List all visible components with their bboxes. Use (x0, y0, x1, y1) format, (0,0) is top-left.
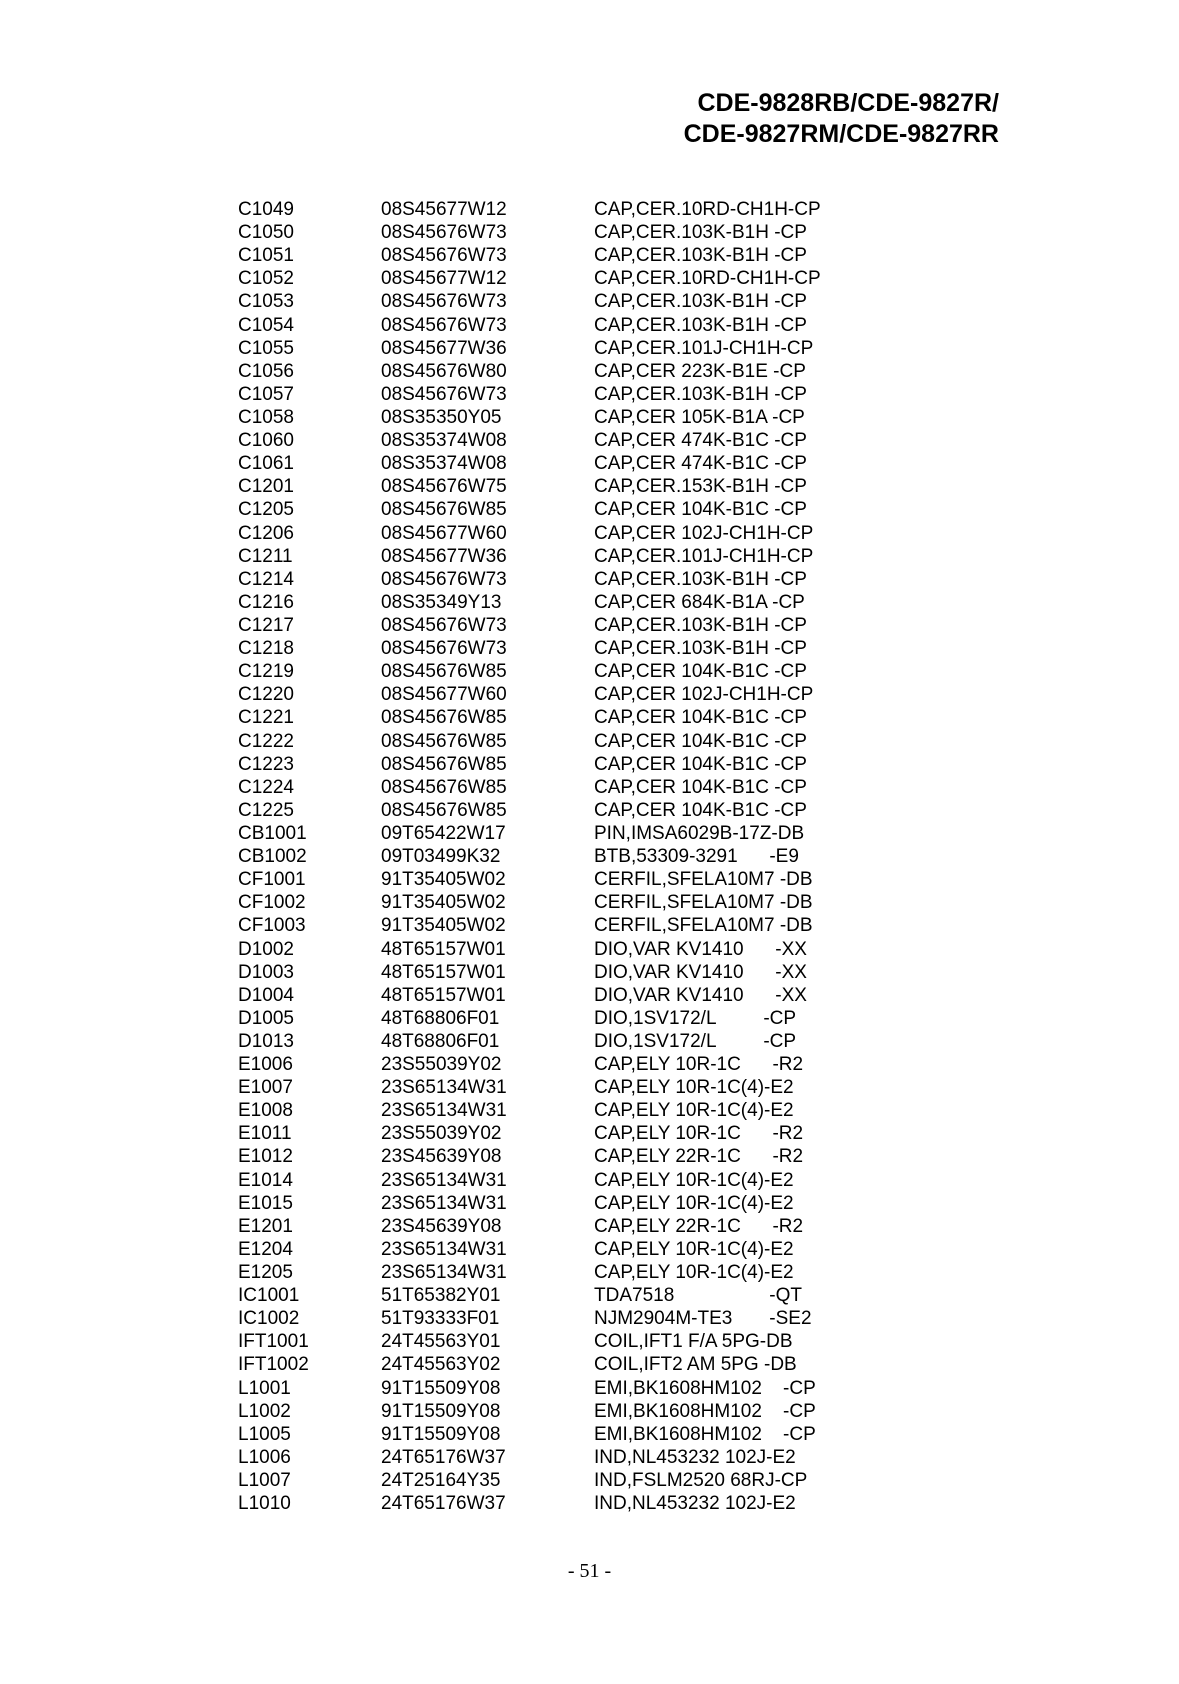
table-row (238, 1238, 858, 1261)
description-cell: CAP,CER.103K-B1H -CP (594, 222, 807, 244)
description-cell: CAP,ELY 10R-1C(4)-E2 (594, 1238, 794, 1260)
description-cell: CAP,ELY 10R-1C(4)-E2 (594, 1100, 794, 1122)
ref-cell: C1054 (238, 314, 294, 336)
ref-cell: C1219 (238, 661, 294, 683)
table-row (238, 822, 858, 845)
ref-cell: C1061 (238, 453, 294, 475)
ref-cell: C1225 (238, 799, 294, 821)
part-number-cell: 91T35405W02 (381, 869, 506, 891)
ref-cell: C1206 (238, 522, 294, 544)
ref-cell: L1001 (238, 1377, 291, 1399)
description-cell: CAP,ELY 10R-1C(4)-E2 (594, 1169, 794, 1191)
ref-cell: C1052 (238, 268, 294, 290)
description-cell: BTB,53309-3291 -E9 (594, 846, 799, 868)
document-header (684, 88, 999, 150)
table-row (238, 360, 858, 383)
part-number-cell: 24T25164Y35 (381, 1470, 501, 1492)
part-number-cell: 08S45677W60 (381, 522, 507, 544)
table-row (238, 637, 858, 660)
description-cell: CAP,ELY 10R-1C -R2 (594, 1054, 804, 1076)
table-row (238, 1007, 858, 1030)
description-cell: COIL,IFT2 AM 5PG -DB (594, 1354, 797, 1376)
ref-cell: E1015 (238, 1192, 293, 1214)
ref-cell: CB1002 (238, 846, 307, 868)
table-row (238, 383, 858, 406)
table-row (238, 1215, 858, 1238)
table-row (238, 1400, 858, 1423)
ref-cell: C1217 (238, 614, 294, 636)
ref-cell: D1002 (238, 938, 294, 960)
part-number-cell: 23S65134W31 (381, 1238, 507, 1260)
part-number-cell: 91T15509Y08 (381, 1377, 501, 1399)
part-number-cell: 08S45676W73 (381, 314, 507, 336)
table-row (238, 244, 858, 267)
part-number-cell: 08S45676W73 (381, 291, 507, 313)
table-row (238, 799, 858, 822)
table-row (238, 1099, 858, 1122)
ref-cell: E1011 (238, 1123, 292, 1145)
ref-cell: D1003 (238, 961, 294, 983)
part-number-cell: 08S45676W73 (381, 614, 507, 636)
part-number-cell: 23S45639Y08 (381, 1215, 502, 1237)
part-number-cell: 23S65134W31 (381, 1100, 507, 1122)
table-row (238, 452, 858, 475)
ref-cell: CF1002 (238, 892, 306, 914)
ref-cell: D1005 (238, 1007, 294, 1029)
description-cell: CAP,CER.103K-B1H -CP (594, 291, 807, 313)
table-row (238, 660, 858, 683)
table-row (238, 683, 858, 706)
part-number-cell: 08S45677W36 (381, 545, 507, 567)
part-number-cell: 91T35405W02 (381, 915, 506, 937)
ref-cell: E1014 (238, 1169, 293, 1191)
ref-cell: E1008 (238, 1100, 293, 1122)
part-number-cell: 51T65382Y01 (381, 1285, 501, 1307)
description-cell: CAP,ELY 10R-1C(4)-E2 (594, 1262, 794, 1284)
ref-cell: C1060 (238, 430, 294, 452)
table-row (238, 1122, 858, 1145)
part-number-cell: 08S45676W85 (381, 799, 507, 821)
description-cell: DIO,1SV172/L -CP (594, 1007, 797, 1029)
ref-cell: CF1001 (238, 869, 306, 891)
part-number-cell: 08S35374W08 (381, 453, 507, 475)
table-row (238, 1423, 858, 1446)
part-number-cell: 91T15509Y08 (381, 1400, 501, 1422)
part-number-cell: 08S45676W73 (381, 383, 507, 405)
parts-list-table (238, 198, 858, 1515)
ref-cell: C1224 (238, 776, 294, 798)
ref-cell: E1006 (238, 1054, 293, 1076)
model-title-line-1: CDE-9828RB/CDE-9827R/ (697, 89, 999, 117)
ref-cell: L1002 (238, 1400, 291, 1422)
ref-cell: C1223 (238, 753, 294, 775)
part-number-cell: 23S65134W31 (381, 1262, 507, 1284)
part-number-cell: 09T03499K32 (381, 846, 501, 868)
ref-cell: C1216 (238, 591, 294, 613)
ref-cell: C1053 (238, 291, 294, 313)
part-number-cell: 23S65134W31 (381, 1169, 507, 1191)
description-cell: CAP,CER 104K-B1C -CP (594, 799, 807, 821)
part-number-cell: 08S35350Y05 (381, 406, 502, 428)
ref-cell: C1221 (238, 707, 294, 729)
ref-cell: C1201 (238, 476, 294, 498)
part-number-cell: 08S45676W73 (381, 222, 507, 244)
part-number-cell: 09T65422W17 (381, 822, 506, 844)
description-cell: DIO,VAR KV1410 -XX (594, 961, 807, 983)
ref-cell: D1013 (238, 1030, 294, 1052)
description-cell: CAP,CER 104K-B1C -CP (594, 753, 807, 775)
description-cell: CAP,CER.103K-B1H -CP (594, 614, 807, 636)
description-cell: CAP,CER 104K-B1C -CP (594, 707, 807, 729)
description-cell: CAP,CER.103K-B1H -CP (594, 314, 807, 336)
description-cell: CAP,CER.153K-B1H -CP (594, 476, 807, 498)
description-cell: CAP,CER 105K-B1A -CP (594, 406, 805, 428)
part-number-cell: 23S55039Y02 (381, 1054, 502, 1076)
part-number-cell: 08S35349Y13 (381, 591, 502, 613)
description-cell: DIO,1SV172/L -CP (594, 1030, 797, 1052)
ref-cell: IC1002 (238, 1308, 300, 1330)
description-cell: IND,NL453232 102J-E2 (594, 1493, 796, 1515)
description-cell: CAP,CER 104K-B1C -CP (594, 661, 807, 683)
table-row (238, 568, 858, 591)
description-cell: CAP,CER.103K-B1H -CP (594, 568, 807, 590)
part-number-cell: 51T93333F01 (381, 1308, 500, 1330)
part-number-cell: 48T65157W01 (381, 961, 506, 983)
description-cell: IND,FSLM2520 68RJ-CP (594, 1470, 808, 1492)
part-number-cell: 23S65134W31 (381, 1192, 507, 1214)
description-cell: COIL,IFT1 F/A 5PG-DB (594, 1331, 793, 1353)
ref-cell: L1010 (238, 1493, 291, 1515)
description-cell: CAP,CER.103K-B1H -CP (594, 383, 807, 405)
description-cell: CAP,ELY 10R-1C -R2 (594, 1123, 804, 1145)
table-row (238, 406, 858, 429)
table-row (238, 753, 858, 776)
table-row (238, 891, 858, 914)
description-cell: CAP,ELY 22R-1C -R2 (594, 1146, 804, 1168)
table-row (238, 1145, 858, 1168)
part-number-cell: 08S45677W12 (381, 199, 507, 220)
part-number-cell: 23S65134W31 (381, 1077, 507, 1099)
description-cell: CAP,CER.101J-CH1H-CP (594, 337, 814, 359)
table-row (238, 1446, 858, 1469)
description-cell: CAP,CER.103K-B1H -CP (594, 245, 807, 267)
part-number-cell: 23S45639Y08 (381, 1146, 502, 1168)
table-row (238, 337, 858, 360)
description-cell: IND,NL453232 102J-E2 (594, 1446, 796, 1468)
table-row (238, 1307, 858, 1330)
table-row (238, 475, 858, 498)
description-cell: CAP,CER 223K-B1E -CP (594, 360, 806, 382)
part-number-cell: 24T65176W37 (381, 1446, 506, 1468)
table-row (238, 545, 858, 568)
part-number-cell: 48T68806F01 (381, 1007, 500, 1029)
table-row (238, 1330, 858, 1353)
part-number-cell: 91T15509Y08 (381, 1423, 501, 1445)
ref-cell: C1050 (238, 222, 294, 244)
part-number-cell: 08S45676W85 (381, 753, 507, 775)
ref-cell: C1205 (238, 499, 294, 521)
table-row (238, 1053, 858, 1076)
table-row (238, 1469, 858, 1492)
table-row (238, 984, 858, 1007)
description-cell: TDA7518 -QT (594, 1285, 802, 1307)
table-row (238, 1284, 858, 1307)
table-row (238, 938, 858, 961)
table-row (238, 1030, 858, 1053)
description-cell: CAP,CER.10RD-CH1H-CP (594, 268, 821, 290)
description-cell: PIN,IMSA6029B-17Z-DB (594, 822, 805, 844)
table-row (238, 845, 858, 868)
part-number-cell: 08S45676W85 (381, 707, 507, 729)
part-number-cell: 48T65157W01 (381, 938, 506, 960)
description-cell: EMI,BK1608HM102 -CP (594, 1400, 816, 1422)
ref-cell: C1220 (238, 684, 294, 706)
table-row (238, 429, 858, 452)
ref-cell: C1055 (238, 337, 294, 359)
page-number: - 51 - (567, 1560, 612, 1582)
table-row (238, 868, 858, 891)
part-number-cell: 08S45676W73 (381, 568, 507, 590)
ref-cell: E1007 (238, 1077, 293, 1099)
table-row (238, 267, 858, 290)
table-row (238, 522, 858, 545)
ref-cell: E1205 (238, 1262, 293, 1284)
table-row (238, 914, 858, 937)
ref-cell: C1057 (238, 383, 294, 405)
part-number-cell: 48T68806F01 (381, 1030, 500, 1052)
description-cell: EMI,BK1608HM102 -CP (594, 1423, 816, 1445)
description-cell: CAP,CER.10RD-CH1H-CP (594, 199, 821, 220)
table-row (238, 198, 858, 221)
part-number-cell: 24T45563Y01 (381, 1331, 501, 1353)
ref-cell: C1049 (238, 199, 294, 220)
part-number-cell: 23S55039Y02 (381, 1123, 502, 1145)
part-number-cell: 08S45676W85 (381, 730, 507, 752)
description-cell: CAP,CER 474K-B1C -CP (594, 453, 807, 475)
ref-cell: C1211 (238, 545, 293, 567)
description-cell: CAP,CER 102J-CH1H-CP (594, 522, 814, 544)
ref-cell: L1007 (238, 1470, 291, 1492)
part-number-cell: 48T65157W01 (381, 984, 506, 1006)
description-cell: CERFIL,SFELA10M7 -DB (594, 892, 813, 914)
table-row (238, 1492, 858, 1515)
ref-cell: IC1001 (238, 1285, 300, 1307)
ref-cell: IFT1002 (238, 1354, 309, 1376)
ref-cell: L1005 (238, 1423, 291, 1445)
table-row (238, 1076, 858, 1099)
part-number-cell: 08S45677W60 (381, 684, 507, 706)
table-row (238, 776, 858, 799)
table-row (238, 706, 858, 729)
description-cell: CAP,CER.101J-CH1H-CP (594, 545, 814, 567)
part-number-cell: 08S45676W85 (381, 661, 507, 683)
table-row (238, 290, 858, 313)
ref-cell: E1012 (238, 1146, 293, 1168)
ref-cell: CF1003 (238, 915, 306, 937)
part-number-cell: 08S45676W80 (381, 360, 507, 382)
part-number-cell: 08S45676W85 (381, 776, 507, 798)
description-cell: CAP,CER 104K-B1C -CP (594, 776, 807, 798)
model-title-line-2: CDE-9827RM/CDE-9827RR (683, 120, 999, 148)
description-cell: CAP,CER 684K-B1A -CP (594, 591, 805, 613)
description-cell: CAP,CER 104K-B1C -CP (594, 499, 807, 521)
table-row (238, 1169, 858, 1192)
description-cell: CAP,ELY 10R-1C(4)-E2 (594, 1077, 794, 1099)
part-number-cell: 08S45676W73 (381, 245, 507, 267)
ref-cell: C1056 (238, 360, 294, 382)
ref-cell: IFT1001 (238, 1331, 309, 1353)
description-cell: NJM2904M-TE3 -SE2 (594, 1308, 812, 1330)
table-row (238, 1261, 858, 1284)
description-cell: DIO,VAR KV1410 -XX (594, 984, 807, 1006)
description-cell: CAP,CER 104K-B1C -CP (594, 730, 807, 752)
part-number-cell: 08S35374W08 (381, 430, 507, 452)
ref-cell: L1006 (238, 1446, 291, 1468)
ref-cell: C1222 (238, 730, 294, 752)
part-number-cell: 08S45677W12 (381, 268, 507, 290)
table-row (238, 1377, 858, 1400)
table-row (238, 498, 858, 521)
table-row (238, 1353, 858, 1376)
table-row (238, 1192, 858, 1215)
part-number-cell: 08S45677W36 (381, 337, 507, 359)
description-cell: CAP,CER 102J-CH1H-CP (594, 684, 814, 706)
description-cell: CAP,CER.103K-B1H -CP (594, 638, 807, 660)
ref-cell: D1004 (238, 984, 294, 1006)
part-number-cell: 91T35405W02 (381, 892, 506, 914)
description-cell: CERFIL,SFELA10M7 -DB (594, 915, 813, 937)
part-number-cell: 08S45676W75 (381, 476, 507, 498)
description-cell: CAP,CER 474K-B1C -CP (594, 430, 807, 452)
description-cell: CERFIL,SFELA10M7 -DB (594, 869, 813, 891)
ref-cell: C1214 (238, 568, 294, 590)
table-row (238, 961, 858, 984)
table-row (238, 730, 858, 753)
description-cell: EMI,BK1608HM102 -CP (594, 1377, 816, 1399)
description-cell: CAP,ELY 10R-1C(4)-E2 (594, 1192, 794, 1214)
table-row (238, 614, 858, 637)
part-number-cell: 08S45676W85 (381, 499, 507, 521)
part-number-cell: 08S45676W73 (381, 638, 507, 660)
table-row (238, 591, 858, 614)
ref-cell: E1201 (238, 1215, 293, 1237)
table-row (238, 314, 858, 337)
ref-cell: C1218 (238, 638, 294, 660)
description-cell: CAP,ELY 22R-1C -R2 (594, 1215, 804, 1237)
description-cell: DIO,VAR KV1410 -XX (594, 938, 807, 960)
ref-cell: C1058 (238, 406, 294, 428)
part-number-cell: 24T65176W37 (381, 1493, 506, 1515)
ref-cell: C1051 (238, 245, 294, 267)
ref-cell: E1204 (238, 1238, 293, 1260)
table-row (238, 221, 858, 244)
part-number-cell: 24T45563Y02 (381, 1354, 501, 1376)
ref-cell: CB1001 (238, 822, 307, 844)
